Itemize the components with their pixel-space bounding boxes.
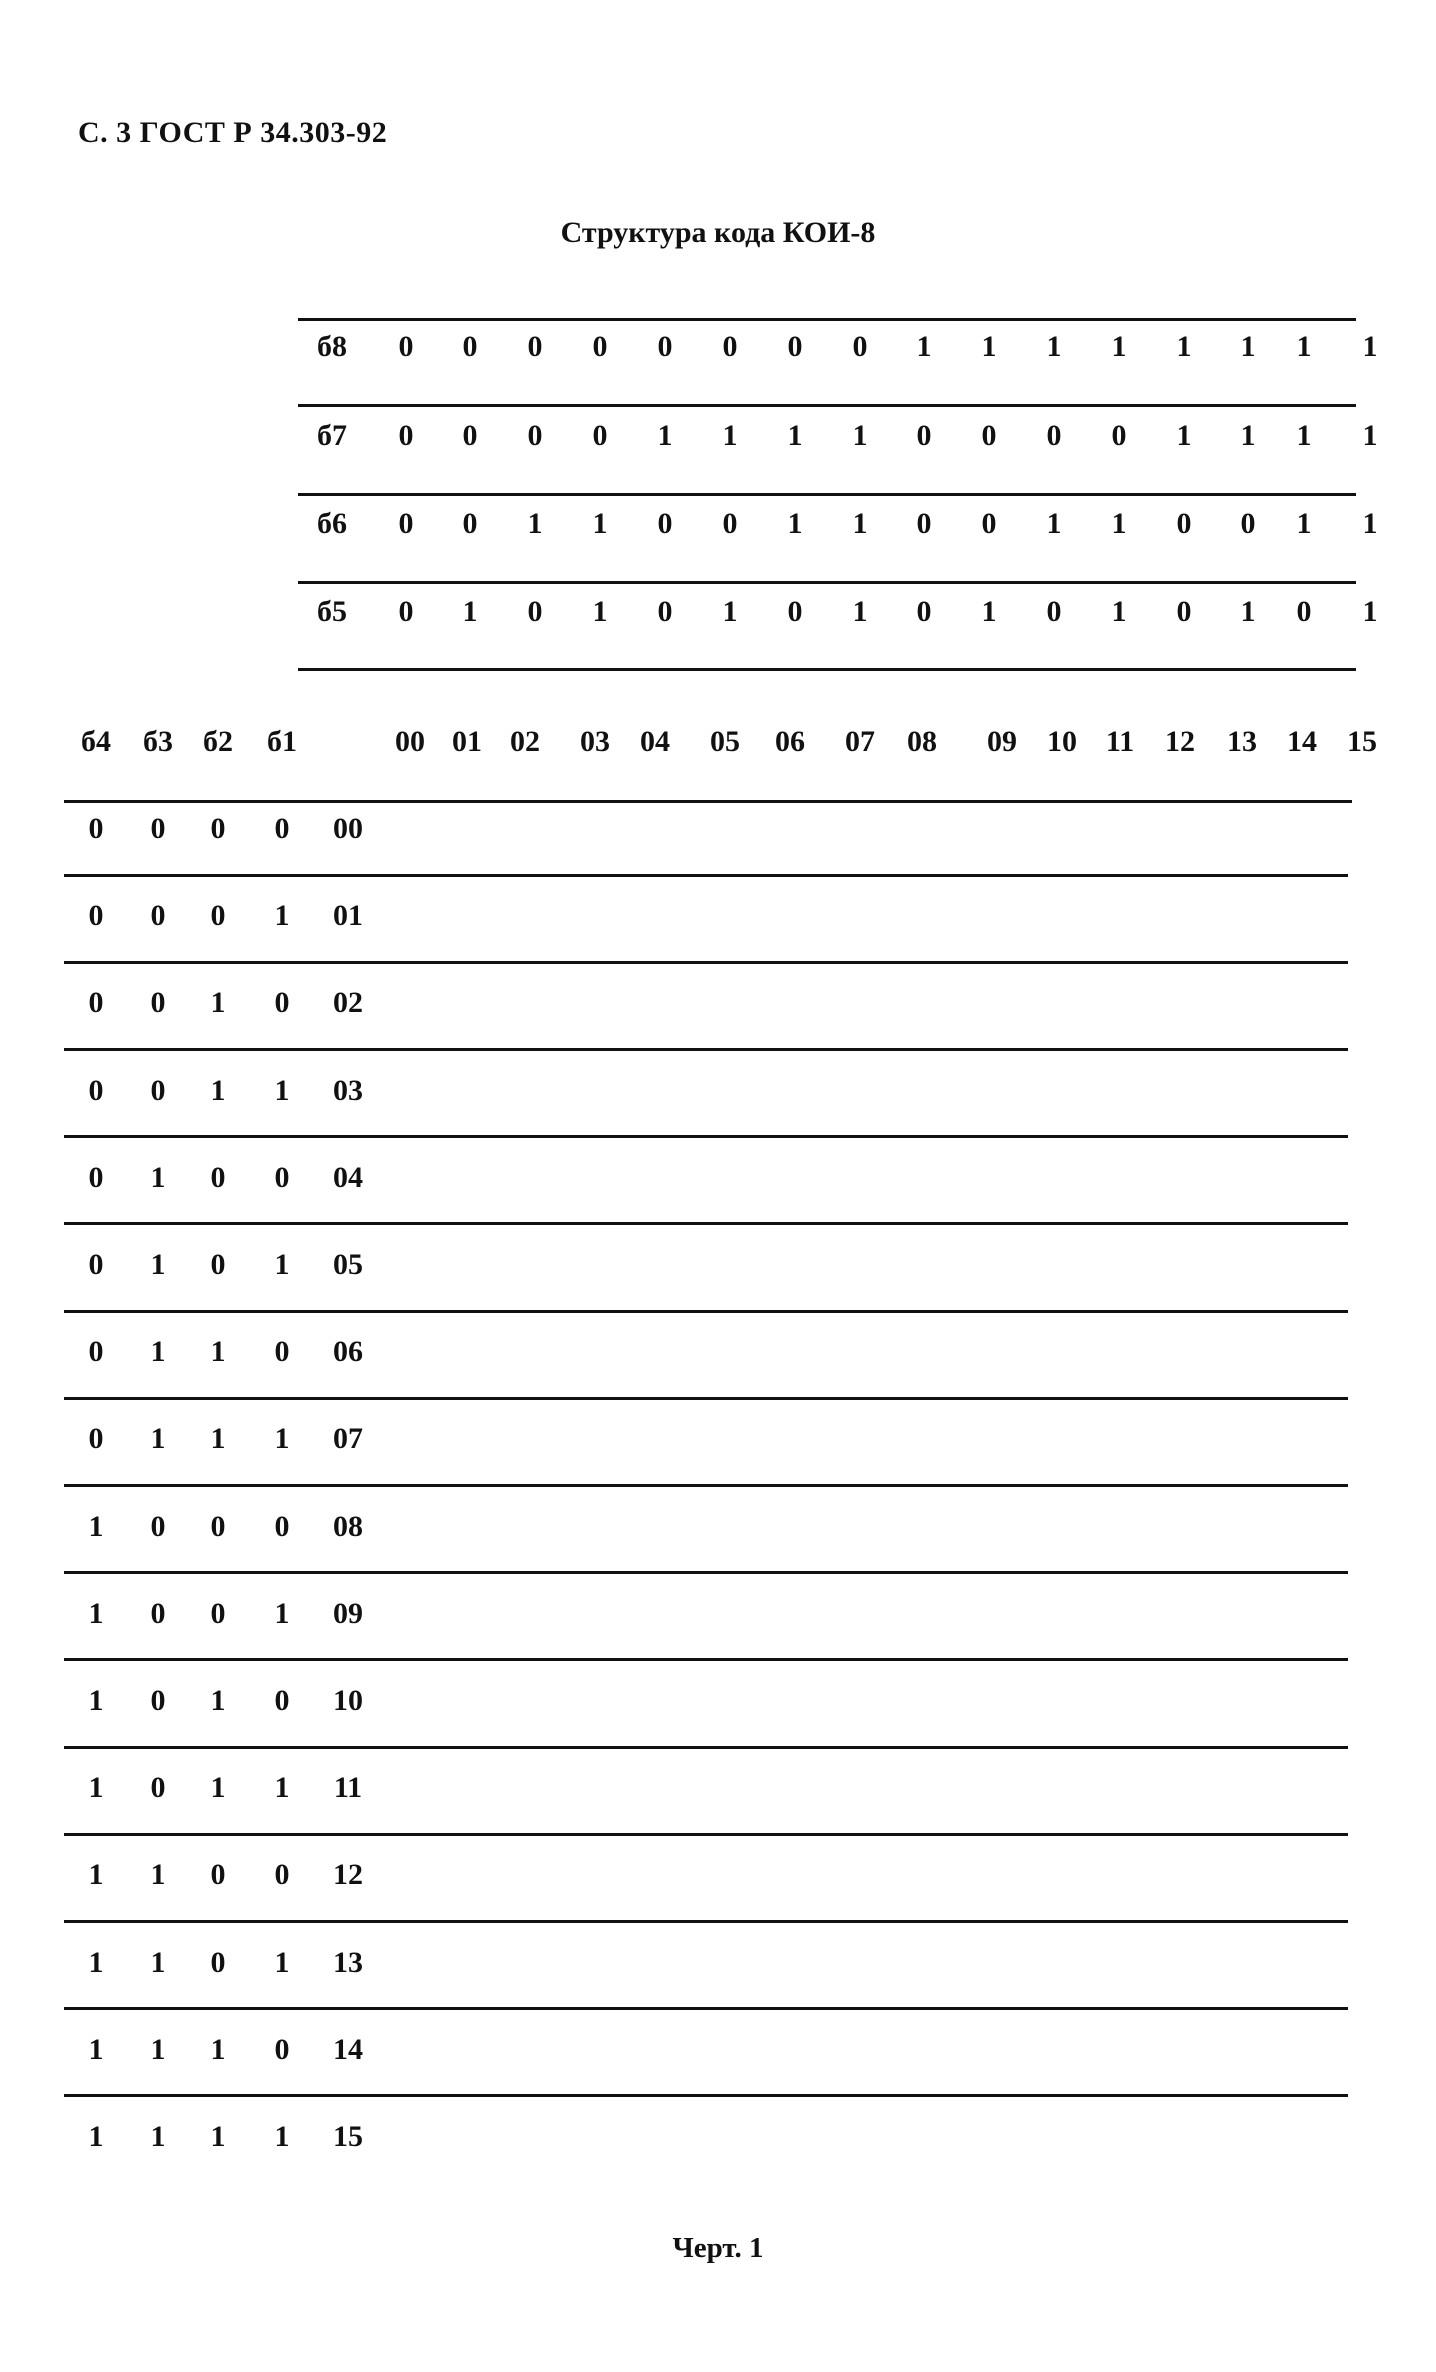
low-bit-value: 1 <box>274 1596 290 1630</box>
low-bit-value: 0 <box>210 1160 226 1194</box>
high-bit-value: 1 <box>1176 419 1192 452</box>
low-bit-value: 0 <box>88 1248 104 1281</box>
high-bit-value: 0 <box>398 595 414 628</box>
high-bit-value: 0 <box>916 507 932 540</box>
low-bit-value: 1 <box>274 1945 290 1979</box>
high-bit-value: 0 <box>592 330 608 363</box>
low-bit-value: 1 <box>274 899 290 933</box>
figure-caption: Черт. 1 <box>672 2232 764 2264</box>
low-bit-value: 1 <box>150 2120 166 2153</box>
high-bit-label: б7 <box>317 419 347 452</box>
low-bit-label: б4 <box>81 725 111 758</box>
row-rule <box>64 1310 1348 1313</box>
high-bit-value: 1 <box>1240 330 1256 363</box>
column-number: 11 <box>1105 725 1135 758</box>
low-bit-value: 0 <box>274 812 290 845</box>
high-bit-value: 1 <box>1046 507 1062 540</box>
low-bit-value: 1 <box>88 1771 104 1805</box>
low-bit-value: 1 <box>150 2032 166 2066</box>
high-bit-value: 0 <box>787 595 803 628</box>
high-bit-value: 0 <box>398 507 414 540</box>
high-bit-value: 1 <box>1111 507 1127 540</box>
low-bit-value: 1 <box>88 1684 104 1717</box>
low-bit-value: 1 <box>274 1771 290 1805</box>
high-bit-value: 1 <box>1111 330 1127 363</box>
high-bit-value: 1 <box>916 330 932 363</box>
low-bit-value: 1 <box>150 1945 166 1979</box>
high-bits-rule <box>298 318 1356 321</box>
high-bit-value: 1 <box>1240 595 1256 628</box>
low-bit-value: 0 <box>88 899 104 933</box>
low-bit-value: 1 <box>210 986 226 1020</box>
low-bit-value: 1 <box>150 1858 166 1892</box>
low-bit-value: 1 <box>274 1422 290 1456</box>
high-bit-value: 0 <box>1176 595 1192 628</box>
high-bit-value: 0 <box>657 330 673 363</box>
low-bit-value: 0 <box>210 1509 226 1543</box>
low-bit-value: 0 <box>210 1248 226 1281</box>
row-number: 07 <box>333 1422 363 1456</box>
high-bit-value: 1 <box>1362 595 1378 628</box>
high-bit-value: 1 <box>722 419 738 452</box>
high-bit-value: 1 <box>1296 507 1312 540</box>
high-bits-rule <box>298 404 1356 407</box>
low-bit-value: 0 <box>150 812 166 845</box>
low-bit-value: 0 <box>210 899 226 933</box>
low-bit-value: 0 <box>88 1073 104 1107</box>
low-bit-value: 0 <box>150 1596 166 1630</box>
column-number: 12 <box>1165 725 1195 758</box>
high-bit-value: 0 <box>462 330 478 363</box>
low-bit-value: 1 <box>210 1073 226 1107</box>
row-rule <box>64 874 1348 877</box>
high-bit-value: 0 <box>916 595 932 628</box>
low-bit-value: 1 <box>88 1858 104 1892</box>
row-rule <box>64 1135 1348 1138</box>
high-bit-value: 1 <box>462 595 478 628</box>
low-bit-value: 0 <box>88 812 104 845</box>
low-bit-value: 0 <box>274 1160 290 1194</box>
high-bit-label: б8 <box>317 330 347 363</box>
high-bit-value: 0 <box>1240 507 1256 540</box>
low-bit-value: 0 <box>210 1858 226 1892</box>
high-bit-value: 1 <box>981 330 997 363</box>
low-bit-value: 0 <box>150 1509 166 1543</box>
low-bit-value: 0 <box>274 1858 290 1892</box>
high-bit-value: 1 <box>1176 330 1192 363</box>
low-bit-value: 0 <box>88 986 104 1020</box>
low-bit-value: 0 <box>88 1422 104 1456</box>
low-bit-value: 0 <box>150 1771 166 1805</box>
low-bit-value: 1 <box>150 1160 166 1194</box>
high-bit-value: 1 <box>852 595 868 628</box>
low-bit-value: 0 <box>88 1335 104 1369</box>
high-bit-value: 0 <box>1296 595 1312 628</box>
high-bit-label: б5 <box>317 595 347 628</box>
low-bit-value: 0 <box>274 986 290 1020</box>
high-bit-value: 1 <box>981 595 997 628</box>
low-bit-value: 1 <box>274 1073 290 1107</box>
row-number: 03 <box>333 1073 363 1107</box>
high-bit-value: 1 <box>657 419 673 452</box>
high-bit-value: 0 <box>1046 419 1062 452</box>
row-number: 01 <box>333 899 363 933</box>
row-number: 06 <box>333 1335 363 1369</box>
high-bit-value: 0 <box>981 507 997 540</box>
row-number: 04 <box>333 1160 363 1194</box>
high-bit-value: 0 <box>722 330 738 363</box>
high-bit-value: 1 <box>852 419 868 452</box>
row-number: 09 <box>333 1596 363 1630</box>
low-bit-value: 0 <box>150 986 166 1020</box>
high-bit-value: 1 <box>1046 330 1062 363</box>
low-bit-value: 1 <box>88 2120 104 2153</box>
column-number: 05 <box>710 725 740 758</box>
high-bit-value: 0 <box>462 419 478 452</box>
column-number: 09 <box>987 725 1017 758</box>
low-bit-label: б1 <box>267 725 297 758</box>
low-bit-value: 0 <box>150 899 166 933</box>
high-bit-value: 1 <box>852 507 868 540</box>
row-rule <box>64 1397 1348 1400</box>
row-rule <box>64 2094 1348 2097</box>
high-bit-value: 0 <box>657 595 673 628</box>
low-bit-value: 0 <box>150 1073 166 1107</box>
high-bit-value: 1 <box>1111 595 1127 628</box>
low-bit-value: 1 <box>150 1422 166 1456</box>
low-bit-value: 1 <box>210 1335 226 1369</box>
row-number: 14 <box>333 2032 363 2066</box>
high-bit-value: 1 <box>1296 419 1312 452</box>
high-bit-value: 0 <box>527 330 543 363</box>
row-rule <box>64 1571 1348 1574</box>
column-number: 01 <box>452 725 482 758</box>
high-bit-value: 1 <box>1240 419 1256 452</box>
row-rule <box>64 1658 1348 1661</box>
high-bits-rule <box>298 668 1356 671</box>
high-bit-value: 0 <box>787 330 803 363</box>
low-bit-value: 1 <box>150 1248 166 1281</box>
low-bit-value: 0 <box>88 1160 104 1194</box>
column-number: 07 <box>845 725 875 758</box>
column-number: 08 <box>907 725 937 758</box>
low-bit-value: 0 <box>210 1596 226 1630</box>
low-bit-value: 1 <box>210 1684 226 1717</box>
high-bit-value: 1 <box>1362 419 1378 452</box>
high-bit-value: 0 <box>398 419 414 452</box>
high-bit-value: 0 <box>398 330 414 363</box>
low-bit-value: 0 <box>274 1684 290 1717</box>
high-bit-value: 0 <box>527 419 543 452</box>
high-bit-value: 0 <box>657 507 673 540</box>
row-number: 02 <box>333 986 363 1020</box>
high-bit-value: 1 <box>1362 330 1378 363</box>
table-title: Структура кода КОИ-8 <box>560 216 876 249</box>
high-bit-value: 0 <box>981 419 997 452</box>
high-bit-value: 0 <box>916 419 932 452</box>
row-rule <box>64 1222 1348 1225</box>
high-bit-value: 0 <box>1111 419 1127 452</box>
row-rule <box>64 1484 1348 1487</box>
low-bit-value: 1 <box>88 1596 104 1630</box>
low-bit-value: 1 <box>210 2032 226 2066</box>
column-number: 06 <box>775 725 805 758</box>
high-bit-value: 0 <box>527 595 543 628</box>
low-bit-value: 0 <box>150 1684 166 1717</box>
high-bit-value: 1 <box>787 419 803 452</box>
row-rule <box>64 1746 1348 1749</box>
row-rule <box>64 1920 1348 1923</box>
high-bit-value: 1 <box>787 507 803 540</box>
column-number: 04 <box>640 725 670 758</box>
row-rule <box>64 2007 1348 2010</box>
column-number: 03 <box>580 725 610 758</box>
high-bit-value: 1 <box>722 595 738 628</box>
low-bit-value: 0 <box>210 812 226 845</box>
low-bit-label: б2 <box>203 725 233 758</box>
column-number: 02 <box>510 725 540 758</box>
low-bit-value: 1 <box>88 1509 104 1543</box>
low-bit-value: 1 <box>210 2120 226 2153</box>
low-bit-value: 0 <box>210 1945 226 1979</box>
low-bit-value: 0 <box>274 2032 290 2066</box>
high-bit-value: 0 <box>852 330 868 363</box>
low-bit-value: 0 <box>274 1509 290 1543</box>
row-number: 11 <box>333 1771 363 1805</box>
low-bit-value: 1 <box>88 2032 104 2066</box>
row-number: 15 <box>333 2120 363 2153</box>
row-number: 00 <box>333 812 363 845</box>
high-bits-rule <box>298 581 1356 584</box>
row-number: 10 <box>333 1684 363 1717</box>
high-bit-value: 0 <box>462 507 478 540</box>
row-number: 05 <box>333 1248 363 1281</box>
column-number: 00 <box>395 725 425 758</box>
row-rule <box>64 961 1348 964</box>
low-bit-value: 1 <box>150 1335 166 1369</box>
low-bit-label: б3 <box>143 725 173 758</box>
low-bit-value: 1 <box>210 1422 226 1456</box>
column-number: 10 <box>1047 725 1077 758</box>
low-bit-value: 1 <box>210 1771 226 1805</box>
column-number: 14 <box>1287 725 1317 758</box>
low-bit-value: 0 <box>274 1335 290 1369</box>
header-rule <box>64 800 1352 803</box>
page-header: С. 3 ГОСТ Р 34.303-92 <box>78 116 388 149</box>
row-rule <box>64 1833 1348 1836</box>
low-bit-value: 1 <box>274 2120 290 2153</box>
column-number: 15 <box>1347 725 1377 758</box>
high-bit-value: 1 <box>1296 330 1312 363</box>
high-bit-value: 1 <box>527 507 543 540</box>
column-number: 13 <box>1227 725 1257 758</box>
high-bit-value: 0 <box>1046 595 1062 628</box>
row-rule <box>64 1048 1348 1051</box>
high-bit-label: б6 <box>317 507 347 540</box>
high-bit-value: 0 <box>1176 507 1192 540</box>
high-bit-value: 0 <box>592 419 608 452</box>
high-bit-value: 0 <box>722 507 738 540</box>
low-bit-value: 1 <box>88 1945 104 1979</box>
row-number: 12 <box>333 1858 363 1892</box>
high-bit-value: 1 <box>592 507 608 540</box>
high-bit-value: 1 <box>592 595 608 628</box>
high-bit-value: 1 <box>1362 507 1378 540</box>
low-bit-value: 1 <box>274 1248 290 1281</box>
high-bits-rule <box>298 493 1356 496</box>
row-number: 08 <box>333 1509 363 1543</box>
row-number: 13 <box>333 1945 363 1979</box>
